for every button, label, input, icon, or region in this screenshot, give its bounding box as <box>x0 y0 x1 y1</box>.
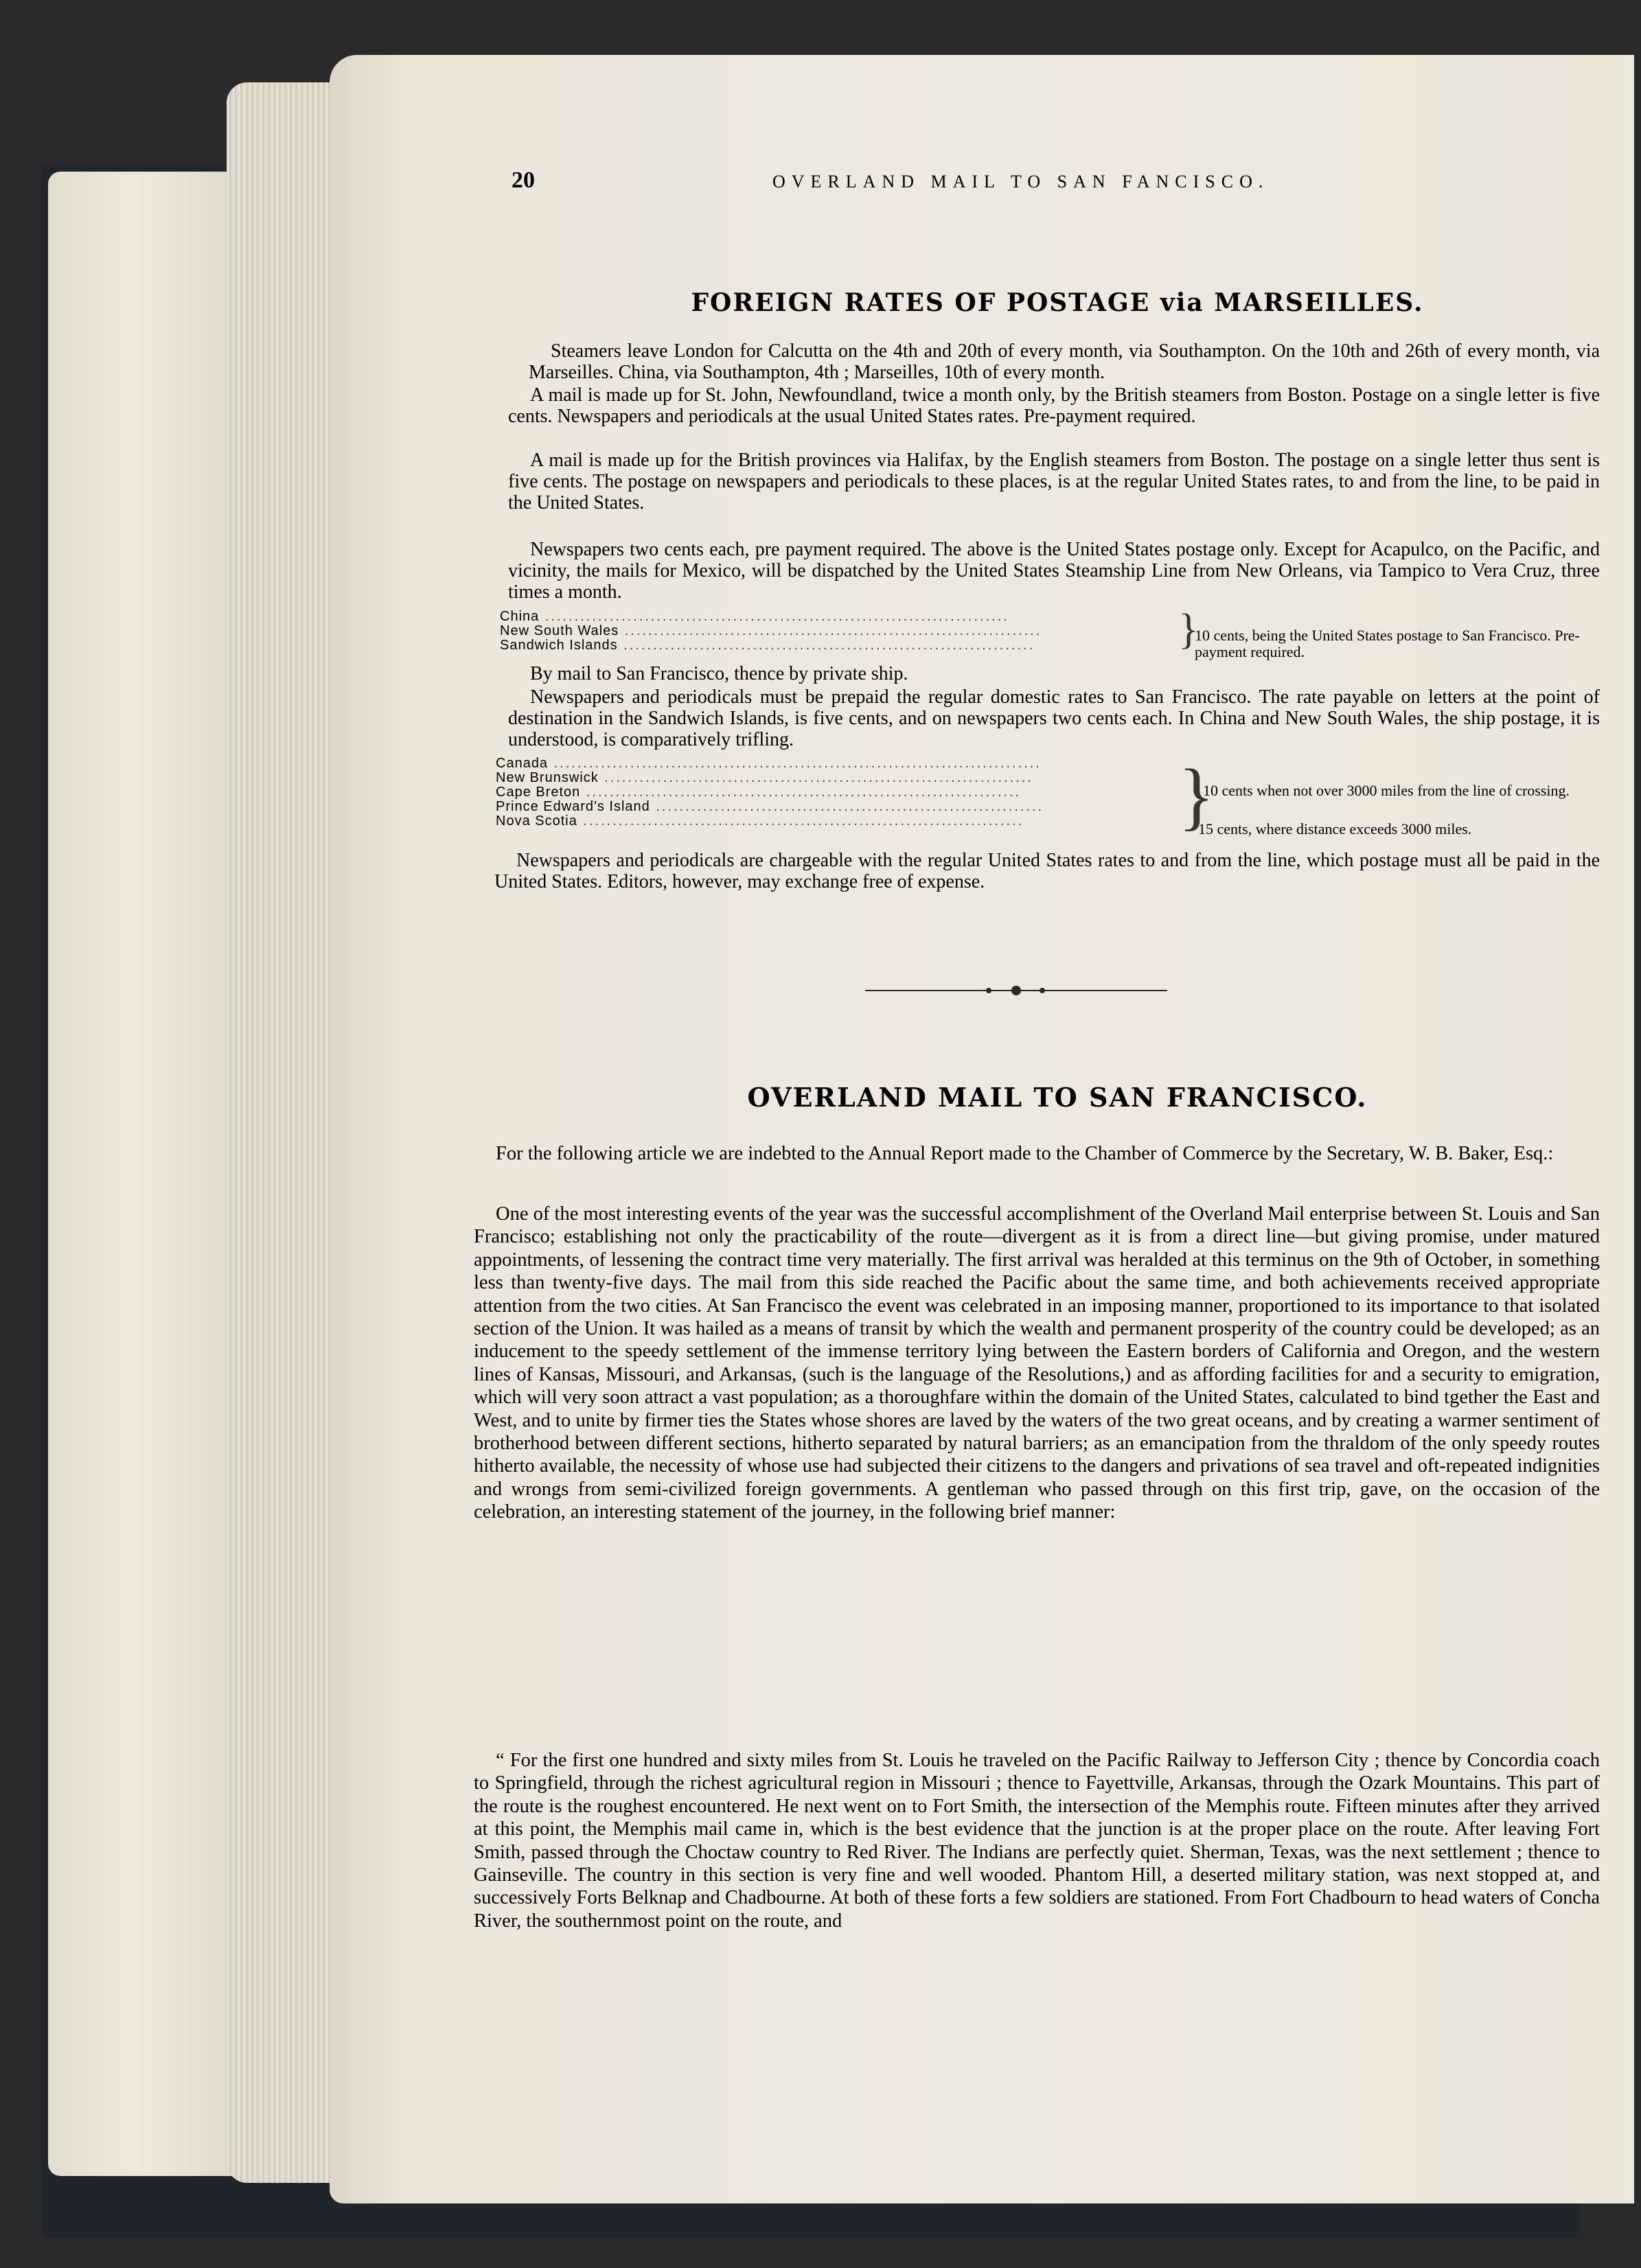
running-head: OVERLAND MAIL TO SAN FANCISCO. <box>772 172 1270 192</box>
table-row-label: Nova Scotia <box>496 813 577 829</box>
table-row: New South Wales ....................................................................... <box>500 623 1042 638</box>
paragraph: Newspapers and periodicals must be prepaid the regular domestic rates to San Francisco. The rate payable on letters at the point of destination in the Sandwich Islands, is five cents, and on newspapers two cents each. In China and New South Wales, the ship postage, it is understood, is comparatively trifling. <box>508 686 1600 750</box>
table-note: 10 cents when not over 3000 miles from the line of crossing. <box>1203 782 1570 799</box>
table-note: 10 cents, being the United States postage to San Francisco. Pre-payment required. <box>1195 627 1580 660</box>
table-row-label: Sandwich Islands <box>500 638 618 653</box>
table-row-label: China <box>500 609 540 624</box>
table-row-label: New Brunswick <box>496 770 599 785</box>
table-note: 15 cents, where distance exceeds 3000 miles. <box>1198 820 1472 837</box>
table-row: Cape Breton .......................................................................... <box>496 785 1022 800</box>
paragraph: “ For the first one hundred and sixty miles from St. Louis he traveled on the Pacific Railway to Jefferson City ; thence by Concordia coach to Springfield, through the richest agricultural region in Missouri ; thence to Fayettville, Arkansas, through the Ozark Mountains. This part of the route is the roughest encountered. He next went on to Fort Smith, the intersection of the Memphis route. Fifteen minutes after they arrived at this point, the Memphis mail came in, which is the best evidence that the junction is at the proper place on the route. After leaving Fort Smith, passed through the Choctaw country to Red River. The Indians are perfectly quiet. Sherman, Texas, was the next settlement ; thence to Gainseville. The country in this section is very fine and well wooded. Phantom Hill, a deserted military station, was next stopped at, and successively Forts Belknap and Chadbourne. At both of these forts a few soldiers are stationed. From Fort Chadbourn to head waters of Concha River, the southernmost point on the route, and <box>474 1750 1600 1932</box>
table-row: Nova Scotia ........................................................................... <box>496 813 1024 829</box>
section-divider-ornament <box>865 980 1167 1001</box>
section-title-foreign-rates: FOREIGN RATES OF POSTAGE via MARSEILLES. <box>691 288 1424 317</box>
brace: } <box>1178 606 1199 653</box>
paragraph: One of the most interesting events of the year was the successful accomplishment of the Overland Mail enterprise between St. Louis and San Francisco; establishing not only the practicability of the route—divergent as it is from a direct line—but giving promise, under matured appointments, of lessening the contract time very materially. The first arrival was heralded at this terminus on the 9th of October, in something less than twenty-five days. The mail from this side reached the Pacific about the same time, and both achievements received appropriate attention from the two cities. At San Francisco the event was celebrated in an imposing manner, proportioned to its importance to that isolated section of the Union. It was hailed as a means of transit by which the wealth and permanent prosperity of the country could be developed; as an inducement to the speedy settlement of the immense territory lying between the Eastern borders of California and Oregon, and the western lines of Kansas, Missouri, and Arkansas, (such is the language of the Resolutions,) and as affording facilities for and a security to emigration, which will very soon attract a vast population; as a thoroughfare within the domain of the United States, calculated to bind tgether the East and West, and to unite by firmer ties the States whose shores are laved by the waters of the two great oceans, and by creating a warmer sentiment of brotherhood between different sections, hitherto separated by natural barriers; as an emancipation from the thraldom of the only speedy routes hitherto available, the necessity of whose use had subjected their citizens to the dangers and privations of sea travel and oft-repeated indignities and wrongs from semi-civilized foreign governments. A gentleman who passed through on this first trip, gave, on the occasion of the celebration, an interesting statement of the journey, in the following brief manner: <box>474 1203 1600 1523</box>
paragraph: Steamers leave London for Calcutta on the 4th and 20th of every month, via Southampton. On the 10th and 26th of every month, via Marseilles. China, via Southampton, 4th ; Marseilles, 10th of every month. <box>529 340 1600 383</box>
table-row: Canada ................................................................................... <box>496 756 1042 771</box>
paragraph: A mail is made up for the British provinces via Halifax, by the English steamers from Boston. The postage on a single letter thus sent is five cents. The postage on newspapers and periodicals to these places, is at the regular United States rates, to and from the line, to be paid in the United States. <box>508 450 1600 513</box>
table-row-label: New South Wales <box>500 623 619 638</box>
table-row: New Brunswick ......................................................................... <box>496 770 1033 785</box>
brace: } <box>1178 754 1215 837</box>
table-row: China ............................................................................... <box>500 609 1009 624</box>
paragraph: Newspapers two cents each, pre payment required. The above is the United States postage only. Except for Acapulco, on the Pacific, and vicinity, the mails for Mexico, will be dispatched by the United States Steamship Line from New Orleans, via Tampico to Vera Cruz, three times a month. <box>508 539 1600 603</box>
table-row: Sandwich Islands ...................................................................... <box>500 638 1035 653</box>
table-row-label: Cape Breton <box>496 785 581 800</box>
table-row: Prince Edward's Island .................................................................. <box>496 799 1044 814</box>
paragraph: For the following article we are indebted to the Annual Report made to the Chamber of Commerce by the Secretary, W. B. Baker, Esq.: <box>496 1143 1554 1164</box>
postage-table-british-provinces <box>496 756 1182 829</box>
page-number: 20 <box>512 167 535 193</box>
section-title-overland-mail: OVERLAND MAIL TO SAN FRANCISCO. <box>747 1082 1368 1113</box>
page-header <box>512 167 1363 195</box>
paragraph: By mail to San Francisco, thence by private ship. <box>530 663 908 684</box>
paragraph: A mail is made up for St. John, Newfoundland, twice a month only, by the British steamers from Boston. Postage on a single letter is five cents. Newspapers and periodicals at the usual United States rates. Pre-payment required. <box>508 384 1600 427</box>
postage-table-pacific <box>500 610 1186 653</box>
table-row-label: Canada <box>496 756 549 771</box>
paragraph: Newspapers and periodicals are chargeable with the regular United States rates to and from the line, which postage must all be paid in the United States. Editors, however, may exchange free of expense. <box>494 850 1600 892</box>
table-row-label: Prince Edward's Island <box>496 799 650 814</box>
